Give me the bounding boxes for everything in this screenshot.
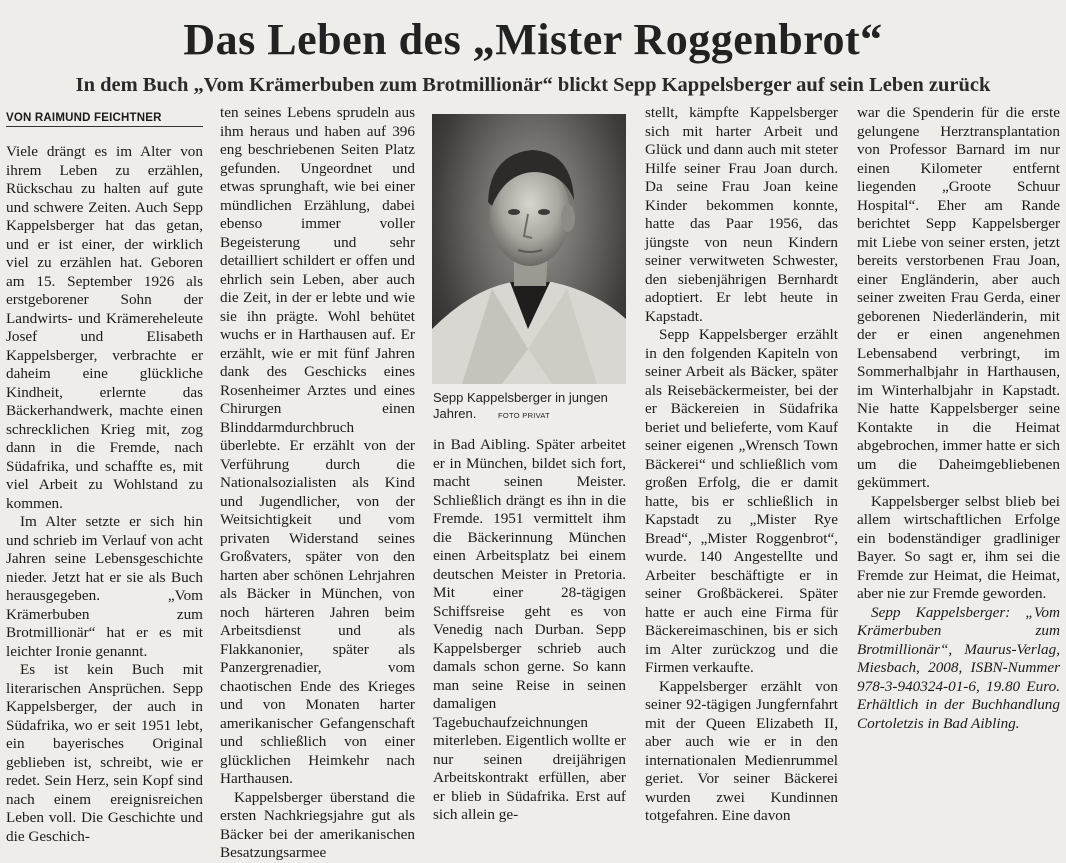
paragraph: stellt, kämpfte Kappelsberger sich mit harter Arbeit und Glück und dann auch mit steter Hilfe seiner Frau Joan durch. Da seine Frau Joan keine Kinder bekommen konnte, hatte das Paar 1956, das jüngste von neun Kindern seiner verwitweten Schwester, den siebenjährigen Bernhardt adoptiert. Er lebt heute in Kapstadt.: [645, 104, 838, 325]
byline: VON RAIMUND FEICHTNER: [6, 112, 203, 127]
portrait-illustration: [432, 114, 626, 384]
paragraph: ten seines Lebens sprudeln aus ihm heraus und haben auf 396 eng beschriebenen Seiten Platz gefunden. Ungeordnet und etwas sprunghaft, wie bei einer mündlichen Erzählung, dabei ebenso immer voller Begeisterung und sehr detailliert schildert er offen und ehrlich sein Leben, aber auch die Zeit, in der er lebte und wie sie ihn prägte. Wohl behütet wuchs er in Harthausen auf. Er erzählt, wie er mit fünf Jahren dank des Geschicks eines Rosenheimer Arztes und eines Chirurgen einen Blinddarmdurchbruch überlebte. Er erzählt von der Verführung durch die Nationalsozialisten als Kind und Jugendlicher, von der Weitsichtigkeit und vom privaten Widerstand seines Großvaters, später von den harten aber schönen Lehrjahren als Bäcker in München, von noch härteren Jahren beim Arbeitsdienst und als Flakkanonier, später als Panzergrenadier, vom chaotischen Ende des Krieges und von Monaten harter amerikanischer Gefangenschaft und schließlich von einer glücklichen Heimkehr nach Harthausen.: [220, 104, 415, 787]
article-column-3: [433, 436, 626, 823]
caption-text: Sepp Kappelsberger in jungen Jahren.: [433, 390, 608, 421]
portrait-photo: [432, 114, 626, 384]
photo-credit: FOTO PRIVAT: [498, 411, 551, 420]
paragraph: Sepp Kappelsberger erzählt in den folgenden Kapiteln von seiner Arbeit als Bäcker, später als Reisebäckermeister, bei der er Bäckereien in Südafrika beriet und belieferte, vom Kauf seiner eigenen „Wrensch Town Bäckerei“ und schließlich vom großen Erfolg, die er damit hatte, bis er schließlich in Kapstadt zu „Mister Rye Bread“, „Mister Roggenbrot“, wurde. 140 Angestellte und Arbeiter beschäftigte er in seiner Großbäckerei. Später hatte er auch eine Firma für Bäckereimaschinen, bis er sich im Alter zurückzog und die Firmen verkaufte.: [645, 326, 838, 676]
article-column-2: [220, 104, 415, 861]
article-column-5: [857, 104, 1060, 774]
subheadline: In dem Buch „Vom Krämerbuben zum Brotmillionär“ blickt Sepp Kappelsberger auf sein Leben zurück: [75, 74, 991, 96]
paragraph: Kappelsberger erzählt von seiner 92-tägigen Jungfernfahrt mit der Queen Elizabeth II, aber auch wie er in den internationalen Medienrummel geriet. Vor seiner Bäckerei wurden zwei Kundinnen totgefahren. Eine davon: [645, 677, 838, 824]
paragraph: war die Spenderin für die erste gelungene Herztransplantation von Professor Barnard im nur einen Kilometer entfernt liegenden „Groote Schuur Hospital“. Eher am Rande berichtet Sepp Kappelsberger mit Liebe von seiner ersten, jetzt bereits verstorbenen Frau Joan, einer Engländerin, aber auch seiner zweiten Frau Gerda, einer geborenen Niederländerin, mit der er einen angenehmen Lebensabend verbringt, im Sommerhalbjahr in Harthausen, im Winterhalbjahr in Kapstadt. Nie hatte Kappelsberger seine Kontakte in die Heimat abgebrochen, immer hatte er sich um die Daheimgebliebenen gekümmert.: [857, 104, 1060, 491]
paragraph: Es ist kein Buch mit literarischen Ansprüchen. Sepp Kappelsberger, der auch in Südafrika, wo er seit 1951 lebt, ein bayerisches Original geblieben ist, schreibt, wie er redet. Sein Herz, sein Kopf sind nach einem ereignisreichen Leben voll. Die Geschichte und die Geschich-: [6, 661, 203, 845]
headline: Das Leben des „Mister Roggenbrot“: [183, 15, 883, 64]
paragraph: Im Alter setzte er sich hin und schrieb im Verlauf von acht Jahren seine Lebensgeschichte nieder. Jetzt hat er sie als Buch herausgegeben. „Vom Krämerbuben zum Brotmillionär“ hat er es mit leichter Ironie genannt.: [6, 513, 203, 660]
paragraph: Kappelsberger überstand die ersten Nachkriegsjahre gut als Bäcker bei der amerikanischen Besatzungsarmee: [220, 788, 415, 861]
paragraph: in Bad Aibling. Später arbeitet er in München, bildet sich fort, macht seinen Meister. Schließlich drängt es ihn in die Fremde. 1951 vermittelt ihm die Bäckerinnung München einen Arbeitsplatz bei einem deutschen Meister in Pretoria. Mit einer 28-tägigen Schiffsreise geht es von Venedig nach Durban. Sepp Kappelsberger schrieb auch damals schon gerne. So kann man seine Reise in seinen damaligen Tagebuchaufzeichnungen miterleben. Eigentlich wollte er nur seinen dreijährigen Arbeitskontrakt erfüllen, aber er blieb in Südafrika. Erst auf sich allein ge-: [433, 436, 626, 823]
article-column-4: [645, 104, 838, 824]
photo-caption: [433, 390, 626, 424]
paragraph: Kappelsberger selbst blieb bei allem wirtschaftlichen Erfolge ein bodenständiger gradliniger Bayer. So sagt er, ihm sei die Fremde zur Heimat, die Heimat, aber nie zur Fremde geworden.: [857, 492, 1060, 602]
paragraph: Viele drängt es im Alter von ihrem Leben zu erzählen, Rückschau zu halten auf gute und schwere Zeiten. Auch Sepp Kappelsberger hat das getan, und er ist einer, der wirklich viel zu erzählen hat. Geboren am 15. September 1926 als erstgeborener Sohn der Landwirts- und Krämereheleute Josef und Elisabeth Kappelsberger, verbrachte er daheim eine glückliche Kindheit, erlernte das Bäckerhandwerk, machte einen schrecklichen Krieg mit, zog dann in die Fremde, nach Südafrika, und schaffte es, mit viel Arbeit zu Wohlstand zu kommen.: [6, 143, 203, 512]
article-column-1: [6, 143, 203, 845]
book-note: Sepp Kappelsberger: „Vom Krämerbuben zum Brotmillionär“, Maurus-Verlag, Miesbach, 2008, ISBN-Nummer 978-3-940324-01-6, 19.80 Euro. Erhältlich in der Buchhandlung Cortoletzis in Bad Aibling.: [857, 603, 1060, 732]
